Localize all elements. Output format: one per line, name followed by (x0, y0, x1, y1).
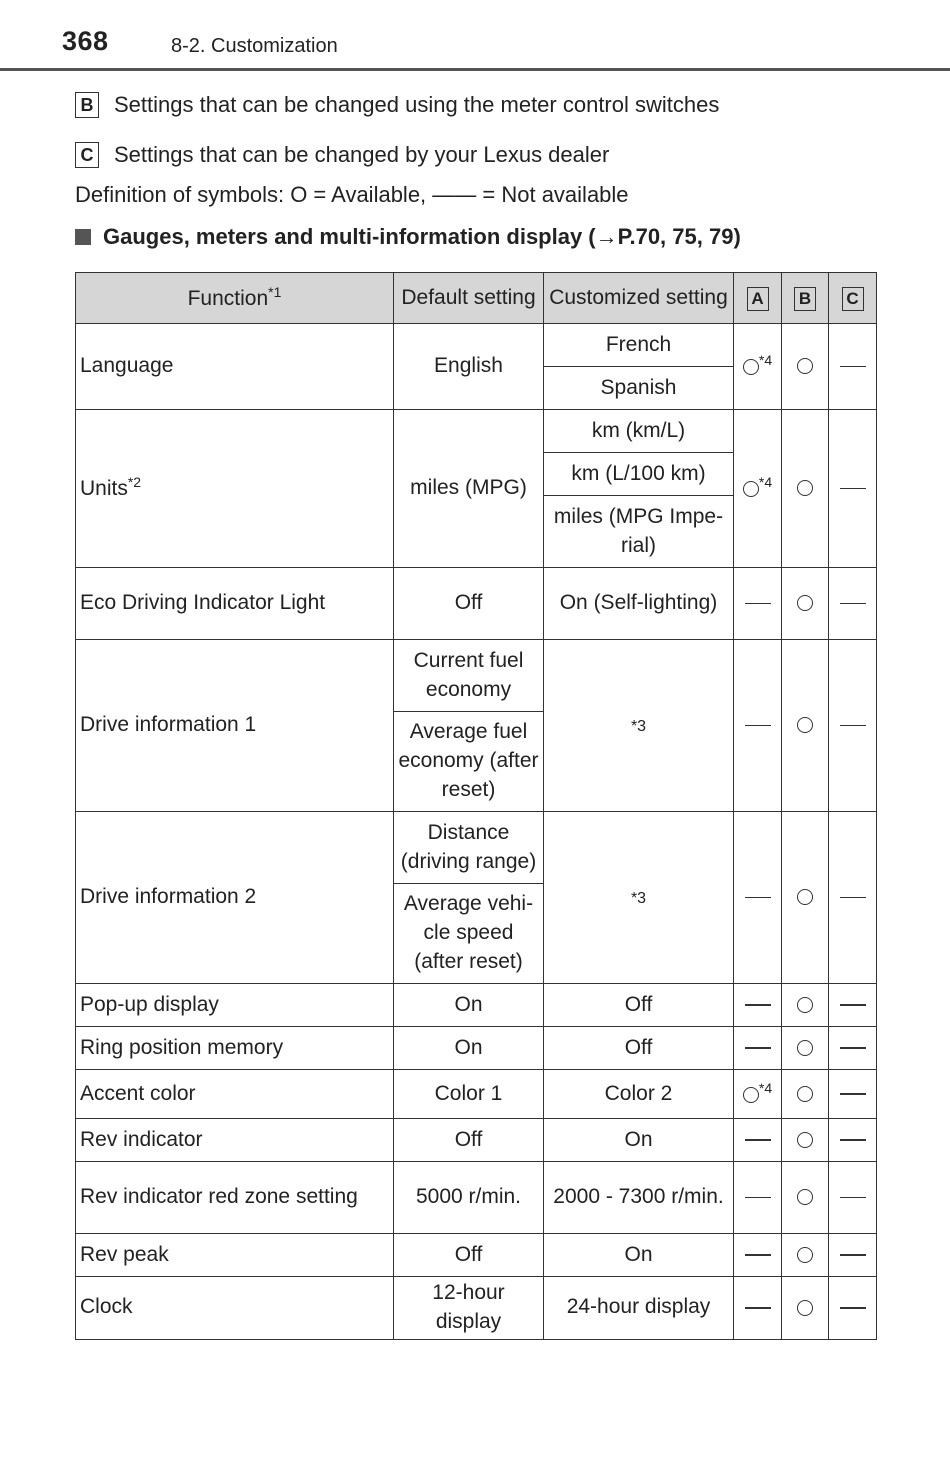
custom-cell: 24-hour display (544, 1277, 734, 1340)
not-available-dash-icon (840, 488, 866, 490)
c-cell (829, 324, 877, 410)
c-cell (829, 568, 877, 640)
available-circle-icon (797, 480, 813, 496)
b-box-icon: B (794, 287, 816, 311)
a-cell (734, 812, 782, 984)
custom-cell: French (544, 324, 734, 367)
c-box-icon: C (75, 142, 99, 168)
available-circle-icon (797, 717, 813, 733)
custom-cell: *3 (544, 640, 734, 812)
default-cell: Color 1 (394, 1070, 544, 1119)
legend-c (75, 142, 609, 168)
c-cell (829, 1277, 877, 1340)
custom-cell: Off (544, 1027, 734, 1070)
section-title: 8-2. Customization (171, 35, 338, 57)
a-cell: *4 (734, 324, 782, 410)
b-cell (782, 410, 829, 568)
b-cell (782, 640, 829, 812)
custom-cell: On (544, 1234, 734, 1277)
available-circle-icon (797, 997, 813, 1013)
available-circle-icon (743, 1087, 759, 1103)
default-cell: Off (394, 568, 544, 640)
page-header (0, 0, 950, 72)
custom-cell: Off (544, 984, 734, 1027)
function-cell: Units$^{*2}$ (76, 410, 394, 568)
a-cell: *4 (734, 410, 782, 568)
not-available-dash-icon (745, 603, 771, 605)
col-function: Function$^{*1}$ (76, 273, 394, 324)
table-row (76, 984, 877, 1027)
symbol-definitions: Definition of symbols: O = Available, —— = Not available (75, 182, 629, 207)
a-cell (734, 1162, 782, 1234)
function-cell: Clock (76, 1277, 394, 1340)
not-available-dash-icon (745, 1139, 771, 1141)
custom-cell: miles (MPG Impe-rial) (544, 496, 734, 568)
b-cell (782, 984, 829, 1027)
b-cell (782, 568, 829, 640)
function-cell: Pop-up display (76, 984, 394, 1027)
default-cell: On (394, 984, 544, 1027)
not-available-dash-icon (840, 1004, 866, 1006)
c-cell (829, 1234, 877, 1277)
table-row (76, 410, 877, 453)
b-cell (782, 1234, 829, 1277)
table-row (76, 640, 877, 712)
function-cell: Rev indicator (76, 1119, 394, 1162)
legend-b-text: Settings that can be changed using the meter control switches (114, 92, 720, 117)
square-bullet-icon (75, 229, 91, 245)
not-available-dash-icon (840, 1093, 866, 1095)
not-available-dash-icon (840, 1307, 866, 1309)
default-cell: Average fuel economy (after reset) (394, 712, 544, 812)
b-box-icon: B (75, 92, 99, 118)
a-cell (734, 1277, 782, 1340)
page-number: 368 (62, 26, 109, 56)
c-cell (829, 640, 877, 812)
default-cell: English (394, 324, 544, 410)
default-cell: Distance (driving range) (394, 812, 544, 884)
not-available-dash-icon (745, 1197, 771, 1199)
table-row (76, 1162, 877, 1234)
table-row (76, 1234, 877, 1277)
available-circle-icon (797, 889, 813, 905)
table-row (76, 812, 877, 884)
not-available-dash-icon (840, 1047, 866, 1049)
not-available-dash-icon (745, 897, 771, 899)
c-cell (829, 1119, 877, 1162)
custom-cell: 2000 - 7300 r/min. (544, 1162, 734, 1234)
table-row (76, 1119, 877, 1162)
c-cell (829, 1070, 877, 1119)
c-cell (829, 410, 877, 568)
default-cell: Off (394, 1119, 544, 1162)
function-cell: Drive information 1 (76, 640, 394, 812)
table-row (76, 1277, 877, 1340)
a-cell (734, 1119, 782, 1162)
a-cell: *4 (734, 1070, 782, 1119)
not-available-dash-icon (840, 366, 866, 368)
col-b (782, 273, 829, 324)
not-available-dash-icon (840, 603, 866, 605)
table-row (76, 1070, 877, 1119)
function-cell: Accent color (76, 1070, 394, 1119)
b-cell (782, 1162, 829, 1234)
legend-b (75, 92, 719, 118)
not-available-dash-icon (745, 1307, 771, 1309)
a-cell (734, 1027, 782, 1070)
not-available-dash-icon (840, 725, 866, 727)
b-cell (782, 1277, 829, 1340)
not-available-dash-icon (840, 1254, 866, 1256)
a-box-icon: A (747, 287, 769, 311)
default-cell: 12-hour display (394, 1277, 544, 1340)
b-cell (782, 1070, 829, 1119)
section-heading (75, 224, 741, 250)
custom-cell: On (544, 1119, 734, 1162)
not-available-dash-icon (745, 1004, 771, 1006)
not-available-dash-icon (745, 1254, 771, 1256)
available-circle-icon (797, 358, 813, 374)
function-cell: Rev indicator red zone setting (76, 1162, 394, 1234)
function-cell: Ring position memory (76, 1027, 394, 1070)
default-cell: On (394, 1027, 544, 1070)
table-header-row (76, 273, 877, 324)
legend-c-text: Settings that can be changed by your Lexus dealer (114, 142, 610, 167)
available-circle-icon (743, 359, 759, 375)
table-row (76, 1027, 877, 1070)
custom-cell: *3 (544, 812, 734, 984)
custom-cell: Spanish (544, 367, 734, 410)
function-cell: Language (76, 324, 394, 410)
col-c (829, 273, 877, 324)
c-cell (829, 812, 877, 984)
heading-text: Gauges, meters and multi-information display (→P.70, 75, 79) (103, 224, 741, 249)
custom-cell: km (km/L) (544, 410, 734, 453)
function-cell: Drive information 2 (76, 812, 394, 984)
function-cell: Eco Driving Indicator Light (76, 568, 394, 640)
b-cell (782, 1027, 829, 1070)
available-circle-icon (743, 481, 759, 497)
not-available-dash-icon (840, 1139, 866, 1141)
a-cell (734, 984, 782, 1027)
available-circle-icon (797, 1189, 813, 1205)
table-row (76, 568, 877, 640)
b-cell (782, 1119, 829, 1162)
default-cell: miles (MPG) (394, 410, 544, 568)
not-available-dash-icon (840, 1197, 866, 1199)
c-cell (829, 1162, 877, 1234)
available-circle-icon (797, 1086, 813, 1102)
default-cell: Current fuel economy (394, 640, 544, 712)
col-custom: Customized setting (544, 273, 734, 324)
available-circle-icon (797, 1132, 813, 1148)
available-circle-icon (797, 1247, 813, 1263)
custom-cell: km (L/100 km) (544, 453, 734, 496)
a-cell (734, 568, 782, 640)
c-box-icon: C (842, 287, 864, 311)
default-cell: 5000 r/min. (394, 1162, 544, 1234)
function-cell: Rev peak (76, 1234, 394, 1277)
a-cell (734, 1234, 782, 1277)
settings-table (75, 272, 877, 1340)
col-default: Default setting (394, 273, 544, 324)
table-row (76, 324, 877, 367)
custom-cell: On (Self-lighting) (544, 568, 734, 640)
not-available-dash-icon (745, 1047, 771, 1049)
default-cell: Off (394, 1234, 544, 1277)
available-circle-icon (797, 595, 813, 611)
c-cell (829, 984, 877, 1027)
default-cell: Average vehi-cle speed (after reset) (394, 884, 544, 984)
not-available-dash-icon (840, 897, 866, 899)
c-cell (829, 1027, 877, 1070)
a-cell (734, 640, 782, 812)
available-circle-icon (797, 1040, 813, 1056)
custom-cell: Color 2 (544, 1070, 734, 1119)
not-available-dash-icon (745, 725, 771, 727)
header-divider (0, 68, 950, 71)
b-cell (782, 812, 829, 984)
col-a (734, 273, 782, 324)
b-cell (782, 324, 829, 410)
available-circle-icon (797, 1300, 813, 1316)
